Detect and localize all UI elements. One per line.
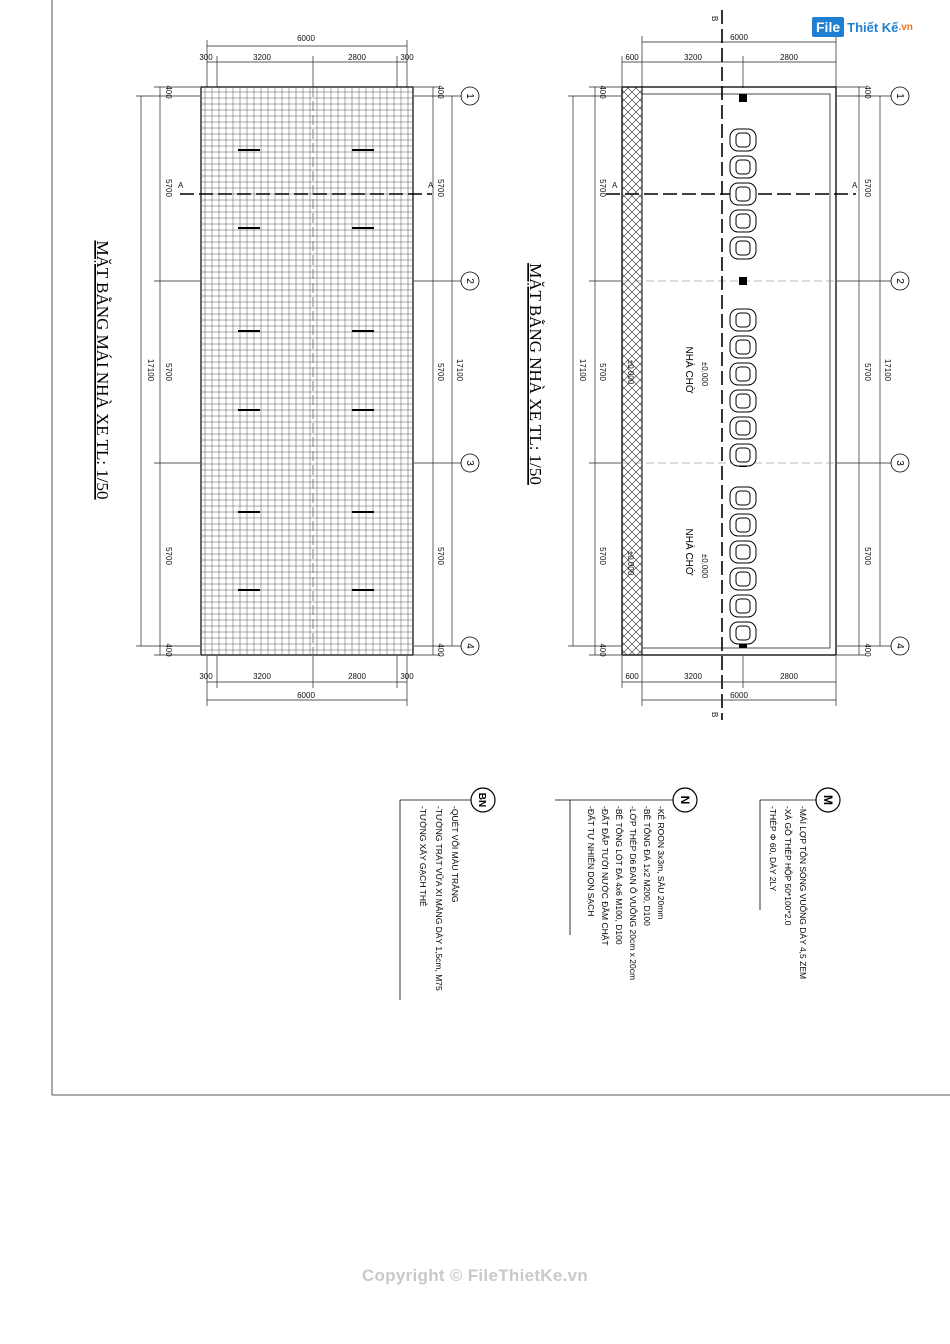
floor-level-wall-2: ±0.000: [626, 550, 635, 576]
floor-left-dimensions: [568, 87, 621, 655]
floor-dim-left-seg-3: 5700: [598, 363, 607, 381]
floor-motorbikes: [730, 129, 756, 644]
roof-axis-1-label: 1: [464, 93, 475, 99]
note-bn: [400, 788, 495, 1000]
roof-dim-total-bottom: 6000: [297, 691, 315, 700]
floor-section-a-right: A: [852, 181, 858, 190]
roof-axis-4-label: 4: [464, 643, 475, 649]
floor-dim-part-3: 2800: [780, 53, 798, 62]
motorbike-seat: [736, 491, 750, 505]
floor-top-dimensions: [622, 36, 836, 88]
floor-level-1: ±0.000: [700, 361, 709, 387]
motorbike: [730, 237, 756, 259]
motorbike-seat: [736, 599, 750, 613]
floor-dim-part-1: 600: [625, 53, 639, 62]
motorbike: [730, 363, 756, 385]
motorbike-seat: [736, 340, 750, 354]
floor-axis-3-label: 3: [894, 460, 905, 466]
note-n: [555, 788, 697, 980]
copyright-watermark: Copyright © FileThietKe.vn: [361, 1266, 589, 1285]
motorbike-seat: [736, 545, 750, 559]
floor-section-b-bottom: B: [710, 712, 719, 718]
motorbike: [730, 390, 756, 412]
motorbike: [730, 595, 756, 617]
motorbike: [730, 129, 756, 151]
floor-bottom-dimensions: [622, 656, 836, 706]
roof-dim-left-seg-1: 400: [164, 85, 173, 99]
motorbike: [730, 487, 756, 509]
roof-dim-right-seg-5: 400: [436, 643, 445, 657]
roof-dim-bottom-part-2: 3200: [253, 672, 271, 681]
motorbike: [730, 417, 756, 439]
motorbike-seat: [736, 160, 750, 174]
roof-dim-left-seg-2: 5700: [164, 179, 173, 197]
roof-axis-2-label: 2: [464, 278, 475, 284]
motorbike: [730, 622, 756, 644]
note-m-tag: M: [821, 795, 835, 805]
floor-dim-right-seg-5: 400: [863, 643, 872, 657]
roof-top-dimensions: [207, 40, 407, 90]
roof-dim-right-seg-1: 400: [436, 85, 445, 99]
motorbike-seat: [736, 626, 750, 640]
roof-dim-bottom-part-1: 300: [199, 672, 213, 681]
note-n-line-2: -BÊ TÔNG ĐÁ 1x2 M200, D100: [642, 806, 652, 926]
floor-dim-total-bottom: 6000: [730, 691, 748, 700]
floor-axis-2-label: 2: [894, 278, 905, 284]
motorbike: [730, 444, 756, 466]
motorbike: [730, 210, 756, 232]
floor-dim-side-total-right: 17100: [883, 358, 892, 382]
floor-dim-bottom-part-2: 3200: [684, 672, 702, 681]
floor-room-label-2: NHÀ CHỜ: [683, 528, 694, 576]
roof-dim-left-seg-4: 5700: [164, 547, 173, 565]
floor-dim-side-total-left: 17100: [578, 358, 587, 382]
note-m-line-1: -MÁI LỢP TÔN SÓNG VUÔNG DÀY 4,5 ZEM: [798, 806, 808, 980]
note-bn-tag: BN: [476, 792, 487, 808]
roof-dim-right-seg-2: 5700: [436, 179, 445, 197]
floor-dim-left-seg-5: 400: [598, 643, 607, 657]
floor-grid-lines: [622, 281, 836, 463]
note-m: [760, 788, 840, 979]
logo-mark: File: [812, 17, 844, 37]
roof-plan: [93, 34, 479, 706]
roof-section-a-right: A: [428, 181, 434, 190]
floor-dim-right-seg-1: 400: [863, 85, 872, 99]
floor-dim-bottom-part-1: 600: [625, 672, 639, 681]
floor-dim-total-top: 6000: [730, 33, 748, 42]
note-n-line-4: -BÊ TÔNG LÓT ĐÁ 4x6 M100, D100: [614, 806, 624, 945]
motorbike: [730, 156, 756, 178]
roof-dim-right-seg-4: 5700: [436, 547, 445, 565]
logo-text: Thiết Kế: [847, 19, 899, 35]
motorbike-seat: [736, 241, 750, 255]
roof-dim-side-total-left: 17100: [146, 358, 155, 382]
logo-domain: .vn: [898, 21, 913, 33]
motorbike-seat: [736, 394, 750, 408]
floor-plan: [526, 10, 909, 720]
motorbike-seat: [736, 518, 750, 532]
note-m-line-2: -XÀ GỒ THÉP HỘP 50*100*2.0: [783, 806, 793, 926]
motorbike-seat: [736, 367, 750, 381]
roof-dim-part-2: 3200: [253, 53, 271, 62]
floor-dim-left-seg-1: 400: [598, 85, 607, 99]
motorbike: [730, 183, 756, 205]
floor-axis-1-label: 1: [894, 93, 905, 99]
roof-dim-bottom-part-3: 2800: [348, 672, 366, 681]
floor-plan-title: MẶT BẰNG NHÀ XE TL: 1/50: [526, 263, 545, 485]
roof-dim-part-3: 2800: [348, 53, 366, 62]
motorbike-seat: [736, 187, 750, 201]
floor-dim-right-seg-2: 5700: [863, 179, 872, 197]
note-n-line-5: -ĐẤT ĐẮP TƯỚI NƯỚC ĐẦM CHẶT: [600, 806, 610, 946]
note-bn-line-3: -TƯỜNG XÂY GẠCH THẺ: [418, 806, 428, 907]
site-logo[interactable]: [812, 14, 913, 40]
floor-room-label-1: NHÀ CHỜ: [683, 346, 694, 394]
roof-dim-left-seg-5: 400: [164, 643, 173, 657]
floor-dim-left-seg-2: 5700: [598, 179, 607, 197]
note-n-line-6: -ĐẤT TỰ NHIÊN DỌN SẠCH: [586, 806, 596, 917]
floor-axis-4-label: 4: [894, 643, 905, 649]
motorbike: [730, 514, 756, 536]
note-m-line-3: -THÉP Φ 60, DÀY 2LY: [768, 806, 778, 892]
floor-level-wall-1: ±0.000: [626, 359, 635, 385]
motorbike: [730, 309, 756, 331]
floor-axis-bubbles: [891, 87, 909, 655]
roof-dim-left-seg-3: 5700: [164, 363, 173, 381]
floor-section-b-top: B: [710, 16, 719, 22]
roof-axis-3-label: 3: [464, 460, 475, 466]
roof-dim-side-total-right: 17100: [455, 358, 464, 382]
floor-level-2: ±0.000: [700, 553, 709, 579]
roof-dim-part-1: 300: [199, 53, 213, 62]
note-n-line-1: -KẺ ROON 3x3m, SÂU 20mm: [656, 806, 666, 920]
roof-dim-right-seg-3: 5700: [436, 363, 445, 381]
motorbike-seat: [736, 133, 750, 147]
motorbike-seat: [736, 214, 750, 228]
roof-section-a-left: A: [178, 181, 184, 190]
motorbike-seat: [736, 313, 750, 327]
motorbike-seat: [736, 421, 750, 435]
floor-dim-right-seg-4: 5700: [863, 547, 872, 565]
roof-dim-part-4: 300: [400, 53, 414, 62]
floor-section-a-left: A: [612, 181, 618, 190]
floor-dim-right-seg-3: 5700: [863, 363, 872, 381]
note-bn-line-2: -TƯỜNG TRÁT VỮA XI MĂNG DÀY 1,5cm, M75: [434, 806, 444, 991]
motorbike: [730, 541, 756, 563]
floor-outline: [622, 87, 836, 655]
motorbike: [730, 336, 756, 358]
roof-dim-bottom-part-4: 300: [400, 672, 414, 681]
roof-plan-title: MẶT BẰNG MÁI NHÀ XE TL: 1/50: [93, 240, 112, 500]
note-n-line-3: -LỚP THÉP D6 ĐAN Ô VUÔNG 20cm x 20cm: [628, 806, 638, 981]
note-bn-line-1: -QUÉT VÔI MÀU TRẮNG: [450, 806, 460, 903]
motorbike: [730, 568, 756, 590]
motorbike-seat: [736, 448, 750, 462]
roof-dim-total-top: 6000: [297, 34, 315, 43]
floor-dim-part-2: 3200: [684, 53, 702, 62]
motorbike-seat: [736, 572, 750, 586]
sheet-frame: [52, 0, 950, 1095]
note-n-tag: N: [678, 795, 692, 805]
floor-dim-bottom-part-3: 2800: [780, 672, 798, 681]
floor-dim-left-seg-4: 5700: [598, 547, 607, 565]
